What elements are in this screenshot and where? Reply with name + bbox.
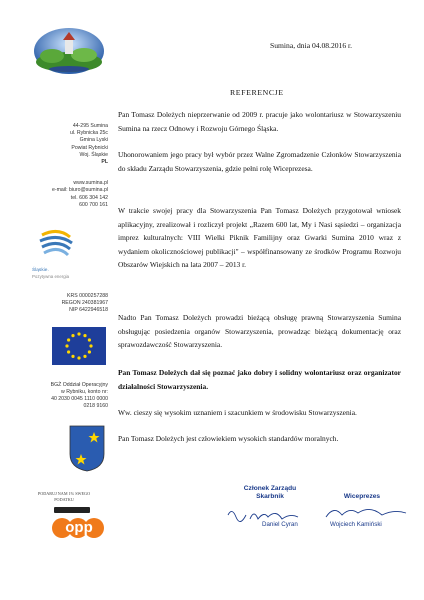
address-line: ul. Rybnicka 25c bbox=[69, 130, 108, 137]
signature-right-name: Wojciech Kamiński bbox=[330, 521, 382, 528]
regon-number: REGON 240381967 bbox=[61, 300, 108, 307]
signature-right-stamp bbox=[322, 493, 402, 501]
website-link[interactable]: www.sumina.pl bbox=[73, 180, 108, 187]
slaskie-logo bbox=[20, 225, 92, 279]
signature-left-role: Członek Zarządu bbox=[243, 485, 297, 492]
opp-logo-text: opp bbox=[65, 519, 93, 537]
krs-number: KRS 0000257288 bbox=[67, 293, 108, 300]
paragraph-2: Uhonorowaniem jego pracy był wybór przez Walne Zgromadzenie Członków Stowarzyszenia do składu Zarządu Stowarzyszenia, gdzie pełni rolę Wiceprezesa. bbox=[118, 150, 401, 173]
eu-flag-icon bbox=[52, 327, 106, 365]
appeal-line: PODATKU bbox=[54, 496, 74, 502]
paragraph-5-bold: Pan Tomasz Doleżych dał się poznać jako dobry i solidny wolontariusz oraz organizator działalności Stowarzyszenia. bbox=[118, 368, 401, 391]
letterhead-sidebar bbox=[20, 26, 108, 547]
place-and-date: Sumina, dnia 04.08.2016 r. bbox=[270, 41, 353, 50]
paragraph-7: Pan Tomasz Doleżych jest człowiekiem wysokich standardów moralnych. bbox=[118, 434, 339, 443]
slaskie-wave-icon bbox=[20, 225, 92, 263]
paragraph-1: Pan Tomasz Doleżych nieprzerwanie od 2009 r. pracuje jako wolontariusz w Stowarzyszeniu Sumina na rzecz Odnowy i Rozwoju Górnego Śląska. bbox=[118, 110, 401, 133]
email-link[interactable]: e-mail: biuro@sumina.pl bbox=[51, 187, 108, 194]
signature-left-stamp bbox=[230, 485, 310, 501]
organization-address bbox=[20, 123, 108, 166]
bank-line: BGŻ Oddział Operacyjny bbox=[50, 381, 108, 388]
bank-account bbox=[20, 382, 108, 411]
address-line: Gmina Lyski bbox=[79, 137, 108, 144]
sumina-logo bbox=[32, 26, 106, 76]
bank-line: 40 2030 0045 1110 0000 bbox=[51, 396, 108, 403]
bank-line: w Rybniku, konto nr: bbox=[61, 388, 108, 395]
coat-of-arms-icon bbox=[68, 424, 106, 472]
slaskie-tagline: Pozytywna energia bbox=[32, 274, 70, 280]
address-line: 44-295 Sumina bbox=[72, 123, 108, 129]
signature-left-role-2: Skarbnik bbox=[256, 493, 284, 500]
paragraph-4: Nadto Pan Tomasz Doleżych prowadzi bieżącą obsługę prawną Stowarzyszenia Sumina obsługując posiedzenia organów Stowarzyszenia, prowadząc bieżącą dokumentację oraz sprawozdawczość Stowarzyszenia. bbox=[118, 313, 401, 349]
phone-number: 600 700 161 bbox=[79, 201, 108, 208]
address-line: Woj. Śląskie bbox=[79, 151, 108, 158]
bank-line: 0218 9160 bbox=[83, 403, 108, 410]
appeal-line: PODARUJ NAM 1% SWEGO bbox=[37, 491, 91, 497]
registration-numbers bbox=[20, 293, 108, 315]
address-line: Powiat Rybnicki bbox=[71, 144, 108, 151]
signature-right-role: Wiceprezes bbox=[343, 493, 381, 500]
one-percent-appeal bbox=[20, 491, 108, 502]
slaskie-name: Śląskie. bbox=[32, 268, 49, 274]
paragraph-3: W trakcie swojej pracy dla Stowarzyszenia Pan Tomasz Doleżych przygotował wniosek aplikacyjny, zrealizował i rozliczył projekt „Razem 600 lat, My i Nasi sąsiedzi – organizacja imprez kulturalnych: VIII Wielki Piknik Familijny oraz Gwarki Sumina 2010 wraz z wydaniem okolicznościowej publikacji" – współfinansowany ze środków Programu Rozwoju Obszarów Wiejskich na lata 2007 – 2013 r. bbox=[118, 206, 401, 269]
document-heading: REFERENCJE bbox=[230, 88, 284, 97]
organization-contact bbox=[20, 180, 108, 209]
nip-number: NIP 6422946518 bbox=[69, 307, 108, 314]
phone-number: tel. 606 304 142 bbox=[70, 194, 108, 201]
opp-logo bbox=[50, 506, 108, 542]
address-country: PL bbox=[101, 159, 108, 166]
paragraph-6: Ww. cieszy się wysokim uznaniem i szacunkiem w środowisku Stowarzyszenia. bbox=[118, 408, 357, 417]
signature-left-name: Daniel Cyran bbox=[262, 521, 298, 528]
